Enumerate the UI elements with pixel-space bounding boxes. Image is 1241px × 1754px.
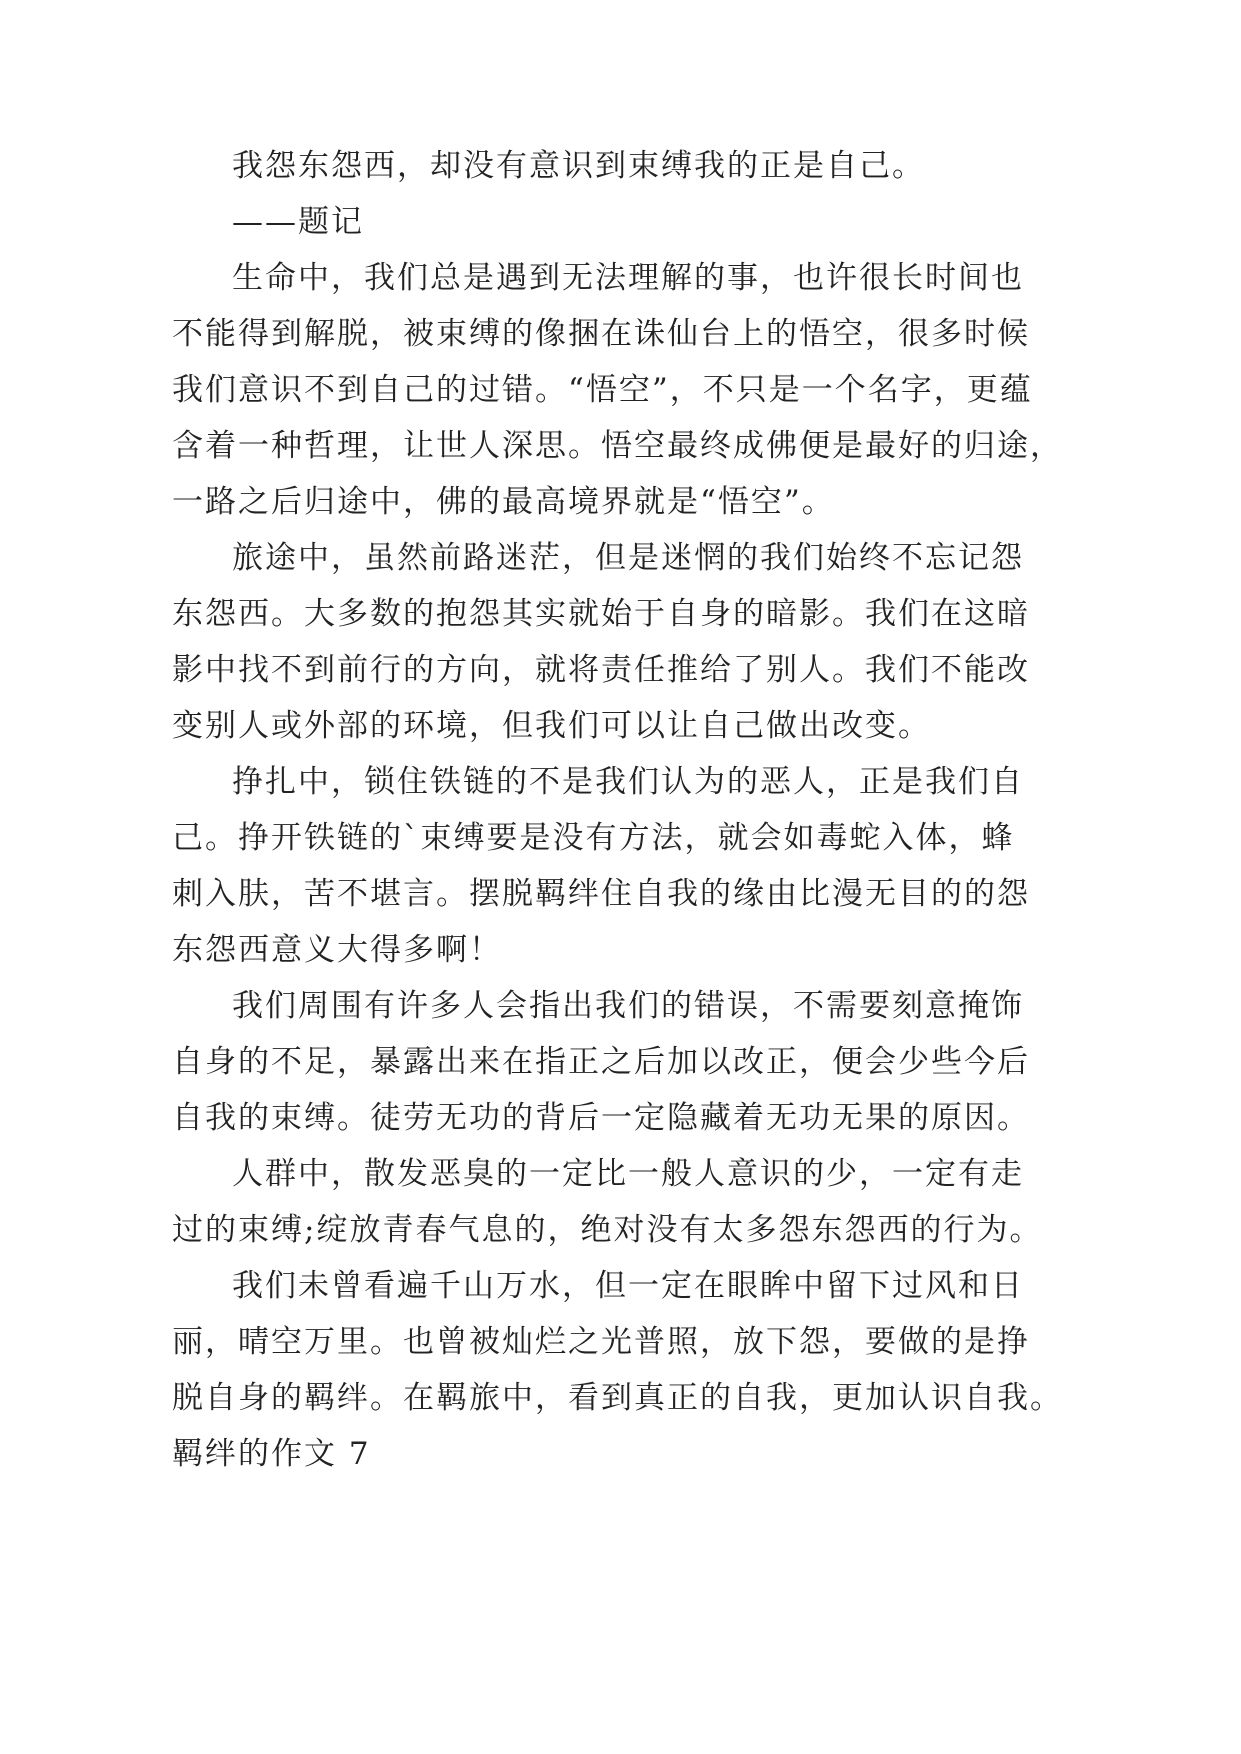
paragraph-3-line-1: 挣扎中，锁住铁链的不是我们认为的恶人，正是我们自 (232, 764, 1024, 800)
paragraph-6-line-1: 我们未曾看遍千山万水，但一定在眼眸中留下过风和日 (232, 1268, 1024, 1304)
epigraph-line: 我怨东怨西，却没有意识到束缚我的正是自己。 (232, 148, 925, 184)
paragraph-3-line-2: 己。挣开铁链的`束缚要是没有方法，就会如毒蛇入体，蜂 (172, 820, 1015, 856)
paragraph-2-line-1: 旅途中，虽然前路迷茫，但是迷惘的我们始终不忘记怨 (232, 540, 1024, 576)
epigraph-attribution: ——题记 (232, 204, 364, 240)
paragraph-1-line-3: 我们意识不到自己的过错。“悟空”，不只是一个名字，更蕴 (172, 372, 1033, 408)
paragraph-5-line-2: 过的束缚;绽放青春气息的，绝对没有太多怨东怨西的行为。 (172, 1212, 1043, 1248)
section-heading: 羁绊的作文 7 (172, 1436, 371, 1472)
paragraph-6-line-3: 脱自身的羁绊。在羁旅中，看到真正的自我，更加认识自我。 (172, 1380, 1063, 1416)
paragraph-3-line-4: 东怨西意义大得多啊！ (172, 932, 502, 968)
paragraph-4-line-2: 自身的不足，暴露出来在指正之后加以改正，便会少些今后 (172, 1044, 1030, 1080)
paragraph-2-line-2: 东怨西。大多数的抱怨其实就始于自身的暗影。我们在这暗 (172, 596, 1030, 632)
paragraph-1-line-2: 不能得到解脱，被束缚的像捆在诛仙台上的悟空，很多时候 (172, 316, 1030, 352)
paragraph-4-line-1: 我们周围有许多人会指出我们的错误，不需要刻意掩饰 (232, 988, 1024, 1024)
paragraph-2-line-3: 影中找不到前行的方向，就将责任推给了别人。我们不能改 (172, 652, 1030, 688)
paragraph-1-line-1: 生命中，我们总是遇到无法理解的事，也许很长时间也 (232, 260, 1024, 296)
paragraph-3-line-3: 刺入肤，苦不堪言。摆脱羁绊住自我的缘由比漫无目的的怨 (172, 876, 1030, 912)
paragraph-4-line-3: 自我的束缚。徒劳无功的背后一定隐藏着无功无果的原因。 (172, 1100, 1030, 1136)
paragraph-1-line-4: 含着一种哲理，让世人深思。悟空最终成佛便是最好的归途， (172, 428, 1063, 464)
paragraph-2-line-4: 变别人或外部的环境，但我们可以让自己做出改变。 (172, 708, 931, 744)
paragraph-1-line-5: 一路之后归途中，佛的最高境界就是“悟空”。 (172, 484, 835, 520)
paragraph-6-line-2: 丽，晴空万里。也曾被灿烂之光普照，放下怨，要做的是挣 (172, 1324, 1030, 1360)
paragraph-5-line-1: 人群中，散发恶臭的一定比一般人意识的少，一定有走 (232, 1156, 1024, 1192)
